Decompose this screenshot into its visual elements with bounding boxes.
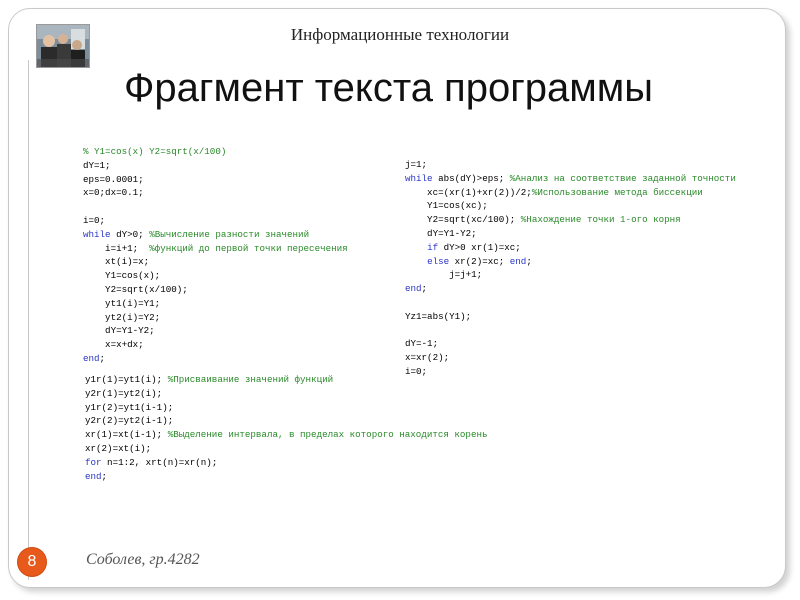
code-keyword: while: [83, 228, 111, 240]
code-comment: %Выделение интервала, в пределах которого находится корень: [167, 429, 488, 441]
code-keyword: end: [509, 255, 527, 267]
code-line: [83, 256, 149, 267]
code-text: x=xr(2);: [405, 352, 450, 364]
code-comment: %Нахождение точки 1-ого корня: [520, 214, 681, 226]
slide-subtitle: Информационные технологии: [290, 25, 510, 44]
code-text: Y1=cos(xc);: [405, 200, 488, 212]
code-text: xr(2)=xc;: [449, 255, 510, 267]
code-text: ;: [101, 470, 108, 482]
code-line: [405, 242, 521, 253]
code-line: [83, 174, 144, 185]
code-text: y2r(1)=yt2(i);: [85, 387, 163, 399]
code-line: [83, 146, 226, 157]
code-line: [405, 338, 438, 349]
code-line: [85, 429, 487, 440]
code-text: y1r(2)=yt1(i-1);: [85, 401, 174, 413]
code-comment: %Вычисление разности значений: [149, 228, 310, 240]
code-line: [85, 415, 173, 426]
code-line: [83, 270, 160, 281]
code-line: [85, 374, 333, 385]
code-comment: %Присваивание значений функций: [167, 374, 334, 385]
code-block-bisection: [405, 158, 736, 379]
code-line: [405, 214, 681, 225]
slide-title: Фрагмент текста программы: [124, 66, 654, 110]
code-text: ;: [526, 255, 532, 267]
author-caption: Соболев, гр.4282: [86, 551, 200, 568]
code-text: dY>0;: [110, 228, 150, 240]
code-text: xr(2)=xt(i);: [85, 442, 152, 454]
code-line: [83, 298, 160, 309]
code-text: yt2(i)=Y2;: [83, 311, 161, 323]
code-line: [83, 229, 309, 240]
code-line: [405, 269, 482, 280]
code-line: [405, 283, 427, 294]
code-text: i=0;: [405, 365, 428, 377]
code-keyword: end: [405, 283, 422, 295]
code-line: [405, 311, 471, 322]
code-line: [85, 471, 107, 482]
code-keyword: while: [405, 172, 433, 184]
code-line: [83, 339, 144, 350]
code-line: [405, 256, 532, 267]
code-comment: %Использование метода биссекции: [531, 186, 703, 198]
code-text: xc=(xr(1)+xr(2))/2;: [405, 186, 532, 198]
code-text: x=x+dx;: [83, 339, 144, 351]
code-line: [83, 325, 155, 336]
code-text: y1r(1)=yt1(i);: [85, 374, 168, 385]
code-text: ;: [99, 352, 106, 364]
code-line: [83, 284, 188, 295]
code-text: dY=Y1-Y2;: [405, 227, 477, 239]
code-text: Yz1=abs(Y1);: [405, 310, 472, 322]
code-text: Y2=sqrt(xc/100);: [405, 214, 521, 226]
code-line: [405, 200, 488, 211]
code-text: i=i+1;: [83, 242, 150, 254]
code-line: [85, 402, 173, 413]
code-comment: %Анализ на соответствие заданной точности: [509, 172, 736, 184]
left-divider: [28, 60, 29, 580]
code-line: [405, 173, 736, 184]
code-text: x=0;dx=0.1;: [83, 187, 144, 199]
code-comment: %функций до первой точки пересечения: [149, 242, 348, 254]
code-line: [85, 457, 217, 468]
code-text: eps=0.0001;: [83, 173, 144, 185]
code-line: [83, 187, 144, 198]
code-text: i=0;: [83, 214, 106, 226]
code-line: [405, 187, 703, 198]
code-keyword: else: [427, 255, 450, 267]
code-text: n=1:2, xrt(n)=xr(n);: [101, 456, 218, 468]
code-line: [85, 388, 162, 399]
code-text: xr(1)=xt(i-1);: [85, 429, 168, 441]
code-text: dY=1;: [83, 159, 111, 171]
code-text: Y2=sqrt(x/100);: [83, 283, 188, 295]
code-text: j=j+1;: [405, 269, 483, 281]
code-text: y2r(2)=yt2(i-1);: [85, 415, 174, 427]
code-text: [405, 256, 427, 267]
code-text: dY=-1;: [405, 338, 439, 350]
code-line: [83, 312, 160, 323]
code-line: [83, 160, 111, 171]
code-block-initialization: [83, 145, 348, 366]
code-text: Y1=cos(x);: [83, 270, 161, 282]
code-line: [405, 352, 449, 363]
code-line: [83, 353, 105, 364]
code-text: j=1;: [405, 159, 428, 170]
code-comment: % Y1=cos(x) Y2=sqrt(x/100): [83, 146, 227, 157]
code-line: [405, 159, 427, 170]
code-text: xt(i)=x;: [83, 256, 150, 268]
code-text: abs(dY)>eps;: [432, 172, 510, 184]
code-keyword: end: [83, 352, 100, 364]
code-text: dY=Y1-Y2;: [83, 325, 155, 337]
code-text: yt1(i)=Y1;: [83, 297, 161, 309]
code-line: [83, 243, 348, 254]
code-block-interval: [85, 373, 487, 483]
code-text: dY>0 xr(1)=xc;: [438, 241, 521, 253]
slide-number-badge: 8: [18, 548, 46, 576]
code-line: [83, 215, 105, 226]
code-keyword: if: [427, 241, 439, 253]
code-keyword: end: [85, 470, 102, 482]
code-keyword: for: [85, 456, 102, 468]
code-text: [405, 242, 427, 253]
code-text: ;: [421, 283, 428, 295]
code-line: [85, 443, 151, 454]
code-line: [405, 228, 477, 239]
